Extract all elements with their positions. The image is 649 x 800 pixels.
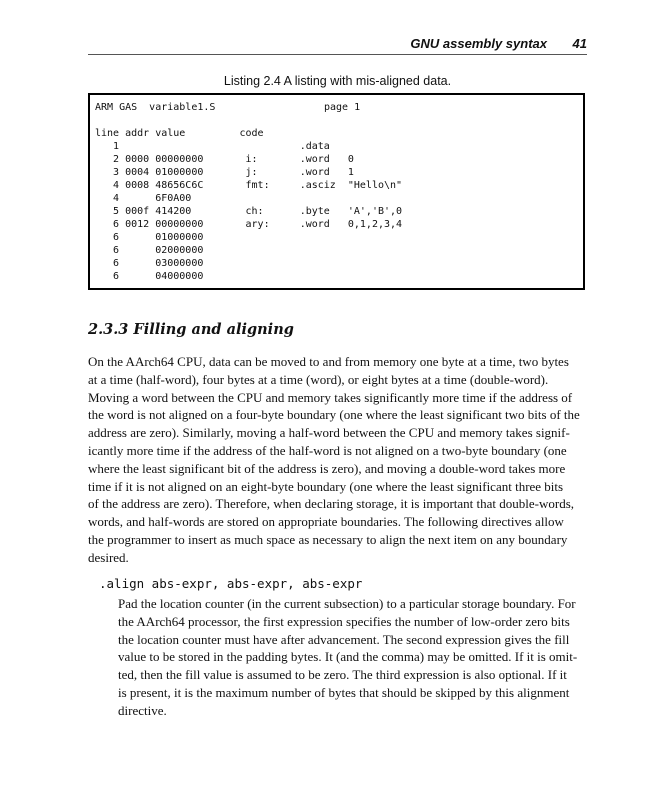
running-head [88, 36, 587, 55]
description-line: Pad the location counter (in the current subsection) to a particular storage boundary. For [118, 596, 576, 611]
description-line: is present, it is the maximum number of bytes that should be skipped by this alignment [118, 684, 570, 700]
running-head-title: GNU assembly syntax [410, 36, 547, 51]
description-line: value to be stored in the padding bytes. It (and the comma) may be omitted. If it is omit- [118, 649, 578, 665]
listing-row: 2 0000 00000000 i: .word 0 [95, 154, 354, 165]
body-paragraph [88, 353, 587, 567]
body-line: desired. [88, 549, 129, 565]
listing-row: 4 0008 48656C6C fmt: .asciz "Hello\n" [95, 180, 403, 191]
listing-row: 6 03000000 [95, 258, 204, 269]
body-line: where the least significant bit of the address is zero), and moving a double-word takes more [88, 460, 566, 476]
body-line: icantly more time if the address of the half-word is not aligned on a two-byte boundary (one [88, 442, 567, 458]
description-line: directive. [118, 702, 167, 718]
code-listing [88, 93, 585, 290]
section-heading: 2.3.3 Filling and aligning [88, 321, 294, 338]
listing-row: 5 000f 414200 ch: .byte 'A','B',0 [95, 206, 403, 217]
description-line: the location counter must have after advancement. The second expression gives the fill [118, 631, 570, 647]
body-line: Moving a word between the CPU and memory takes significantly more time if the address of [88, 389, 573, 405]
listing-row: 6 0012 00000000 ary: .word 0,1,2,3,4 [95, 219, 403, 230]
listing-row: 6 02000000 [95, 245, 204, 256]
body-line: of the address are zero). Therefore, when declaring storage, it is important that double-words, [88, 496, 575, 512]
description-line: the AArch64 processor, the first expression specifies the number of low-order zero bits [118, 613, 570, 629]
body-line: the programmer to insert as much space as necessary to align the next item on any boundary [88, 531, 568, 547]
listing-file-header: ARM GAS variable1.S [95, 102, 216, 113]
listing-caption: Listing 2.4 A listing with mis-aligned data. [223, 74, 452, 88]
listing-page-label: page 1 [324, 102, 361, 113]
align-directive-syntax: .align abs-expr, abs-expr, abs-expr [99, 576, 363, 591]
body-line: the word is not aligned on a four-byte boundary (one where the least significant two bits of the [88, 407, 580, 423]
description-line: ted, then the fill value is assumed to be zero. The third expression is also optional. If it [118, 667, 567, 683]
align-directive-description [118, 595, 587, 720]
listing-column-headers: line addr value code [95, 128, 264, 139]
body-line: at a time (half-word), four bytes at a time (word), or eight bytes at a time (double-word). [88, 371, 549, 387]
body-line: On the AArch64 CPU, data can be moved to and from memory one byte at a time, two bytes [88, 354, 569, 369]
body-line: address are zero). Similarly, moving a half-word between the CPU and memory takes signif- [88, 425, 570, 441]
listing-row: 3 0004 01000000 j: .word 1 [95, 167, 354, 178]
listing-row: 4 6F0A00 [95, 193, 192, 204]
listing-row: 6 04000000 [95, 271, 204, 282]
body-line: time if it is not aligned on an eight-byte boundary (one where the least significant three bits [88, 478, 564, 494]
body-line: words, and half-words are stored on appropriate boundaries. The following directives allow [88, 514, 564, 530]
listing-row: 6 01000000 [95, 232, 204, 243]
page-number: 41 [572, 36, 587, 51]
listing-row: 1 .data [95, 141, 330, 152]
